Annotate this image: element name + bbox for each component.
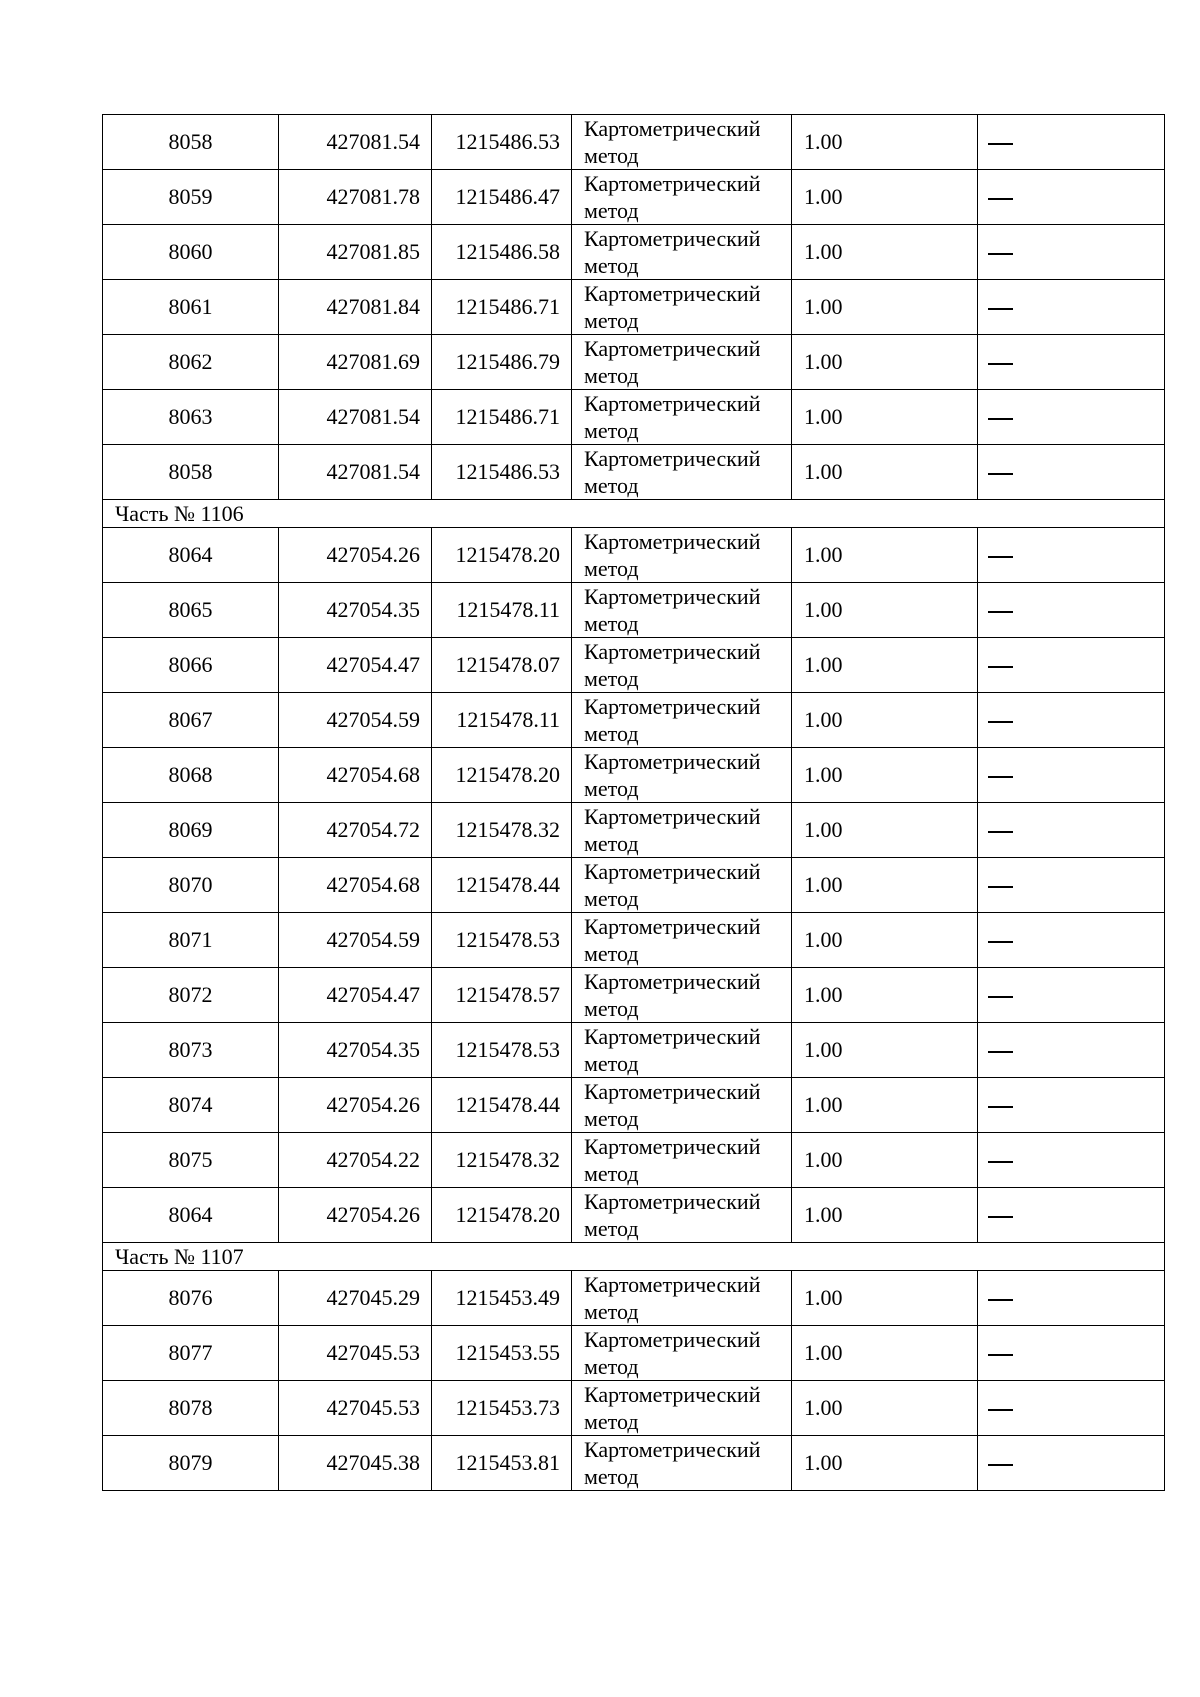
coord-x-cell: 427045.53 (279, 1381, 432, 1436)
accuracy-cell: 1.00 (792, 335, 978, 390)
point-number-cell: 8066 (103, 638, 279, 693)
coord-x-cell: 427054.26 (279, 1078, 432, 1133)
table-row (103, 225, 1165, 280)
table-row (103, 748, 1165, 803)
description-cell (978, 225, 1165, 280)
accuracy-cell: 1.00 (792, 803, 978, 858)
accuracy-cell: 1.00 (792, 1436, 978, 1491)
coord-y-cell: 1215478.20 (432, 528, 572, 583)
accuracy-cell: 1.00 (792, 858, 978, 913)
coord-y-cell: 1215478.44 (432, 858, 572, 913)
description-cell (978, 583, 1165, 638)
method-cell: Картометрический метод (572, 1326, 792, 1381)
point-number-cell: 8058 (103, 115, 279, 170)
point-number-cell: 8078 (103, 1381, 279, 1436)
description-cell (978, 1133, 1165, 1188)
accuracy-cell: 1.00 (792, 225, 978, 280)
coord-y-cell: 1215486.47 (432, 170, 572, 225)
point-number-cell: 8069 (103, 803, 279, 858)
accuracy-cell: 1.00 (792, 170, 978, 225)
coord-x-cell: 427045.53 (279, 1326, 432, 1381)
point-number-cell: 8077 (103, 1326, 279, 1381)
method-cell: Картометрический метод (572, 748, 792, 803)
table-row (103, 390, 1165, 445)
em-dash-icon (988, 1409, 1013, 1411)
description-cell (978, 693, 1165, 748)
method-cell: Картометрический метод (572, 803, 792, 858)
coord-x-cell: 427081.69 (279, 335, 432, 390)
table-row (103, 445, 1165, 500)
em-dash-icon (988, 886, 1013, 888)
method-cell: Картометрический метод (572, 445, 792, 500)
point-number-cell: 8070 (103, 858, 279, 913)
em-dash-icon (988, 308, 1013, 310)
coord-x-cell: 427081.85 (279, 225, 432, 280)
point-number-cell: 8072 (103, 968, 279, 1023)
accuracy-cell: 1.00 (792, 638, 978, 693)
point-number-cell: 8064 (103, 1188, 279, 1243)
em-dash-icon (988, 611, 1013, 613)
accuracy-cell: 1.00 (792, 693, 978, 748)
em-dash-icon (988, 831, 1013, 833)
coord-x-cell: 427054.72 (279, 803, 432, 858)
description-cell (978, 335, 1165, 390)
point-number-cell: 8061 (103, 280, 279, 335)
accuracy-cell: 1.00 (792, 1133, 978, 1188)
em-dash-icon (988, 198, 1013, 200)
coord-y-cell: 1215478.32 (432, 803, 572, 858)
point-number-cell: 8062 (103, 335, 279, 390)
accuracy-cell: 1.00 (792, 528, 978, 583)
coordinates-table (102, 114, 1165, 1491)
description-cell (978, 1078, 1165, 1133)
coord-x-cell: 427054.26 (279, 1188, 432, 1243)
method-cell: Картометрический метод (572, 858, 792, 913)
em-dash-icon (988, 473, 1013, 475)
method-cell: Картометрический метод (572, 693, 792, 748)
coord-y-cell: 1215486.58 (432, 225, 572, 280)
method-cell: Картометрический метод (572, 1188, 792, 1243)
description-cell (978, 280, 1165, 335)
coord-y-cell: 1215478.11 (432, 693, 572, 748)
point-number-cell: 8073 (103, 1023, 279, 1078)
em-dash-icon (988, 1051, 1013, 1053)
coord-x-cell: 427081.54 (279, 390, 432, 445)
em-dash-icon (988, 941, 1013, 943)
coord-x-cell: 427045.29 (279, 1271, 432, 1326)
coord-y-cell: 1215478.53 (432, 913, 572, 968)
point-number-cell: 8059 (103, 170, 279, 225)
em-dash-icon (988, 1216, 1013, 1218)
point-number-cell: 8064 (103, 528, 279, 583)
description-cell (978, 445, 1165, 500)
accuracy-cell: 1.00 (792, 445, 978, 500)
accuracy-cell: 1.00 (792, 115, 978, 170)
description-cell (978, 1436, 1165, 1491)
coord-y-cell: 1215478.53 (432, 1023, 572, 1078)
accuracy-cell: 1.00 (792, 1023, 978, 1078)
table-row (103, 803, 1165, 858)
description-cell (978, 1271, 1165, 1326)
method-cell: Картометрический метод (572, 335, 792, 390)
coord-y-cell: 1215453.73 (432, 1381, 572, 1436)
point-number-cell: 8067 (103, 693, 279, 748)
accuracy-cell: 1.00 (792, 1326, 978, 1381)
table-row (103, 280, 1165, 335)
coord-x-cell: 427081.54 (279, 115, 432, 170)
em-dash-icon (988, 721, 1013, 723)
method-cell: Картометрический метод (572, 1436, 792, 1491)
em-dash-icon (988, 556, 1013, 558)
em-dash-icon (988, 666, 1013, 668)
coord-y-cell: 1215478.07 (432, 638, 572, 693)
table-row (103, 335, 1165, 390)
method-cell: Картометрический метод (572, 968, 792, 1023)
coord-x-cell: 427054.59 (279, 913, 432, 968)
point-number-cell: 8063 (103, 390, 279, 445)
coord-x-cell: 427054.47 (279, 638, 432, 693)
accuracy-cell: 1.00 (792, 968, 978, 1023)
part-header-row (103, 500, 1165, 528)
accuracy-cell: 1.00 (792, 913, 978, 968)
description-cell (978, 1381, 1165, 1436)
accuracy-cell: 1.00 (792, 748, 978, 803)
coord-x-cell: 427054.26 (279, 528, 432, 583)
coord-x-cell: 427045.38 (279, 1436, 432, 1491)
coord-x-cell: 427054.47 (279, 968, 432, 1023)
description-cell (978, 528, 1165, 583)
point-number-cell: 8079 (103, 1436, 279, 1491)
em-dash-icon (988, 143, 1013, 145)
em-dash-icon (988, 1106, 1013, 1108)
coord-y-cell: 1215486.53 (432, 445, 572, 500)
description-cell (978, 170, 1165, 225)
method-cell: Картометрический метод (572, 1133, 792, 1188)
point-number-cell: 8060 (103, 225, 279, 280)
accuracy-cell: 1.00 (792, 1188, 978, 1243)
accuracy-cell: 1.00 (792, 280, 978, 335)
coord-y-cell: 1215453.49 (432, 1271, 572, 1326)
accuracy-cell: 1.00 (792, 1381, 978, 1436)
coord-x-cell: 427054.35 (279, 1023, 432, 1078)
coord-x-cell: 427054.59 (279, 693, 432, 748)
accuracy-cell: 1.00 (792, 1078, 978, 1133)
accuracy-cell: 1.00 (792, 1271, 978, 1326)
point-number-cell: 8074 (103, 1078, 279, 1133)
coord-y-cell: 1215478.20 (432, 1188, 572, 1243)
coord-x-cell: 427054.68 (279, 858, 432, 913)
point-number-cell: 8075 (103, 1133, 279, 1188)
part-label: Часть № 1107 (103, 1243, 1165, 1271)
table-row (103, 1133, 1165, 1188)
method-cell: Картометрический метод (572, 1381, 792, 1436)
coord-y-cell: 1215486.53 (432, 115, 572, 170)
description-cell (978, 968, 1165, 1023)
accuracy-cell: 1.00 (792, 583, 978, 638)
table-row (103, 528, 1165, 583)
method-cell: Картометрический метод (572, 1023, 792, 1078)
description-cell (978, 1326, 1165, 1381)
description-cell (978, 858, 1165, 913)
method-cell: Картометрический метод (572, 280, 792, 335)
table-row (103, 913, 1165, 968)
em-dash-icon (988, 1161, 1013, 1163)
table-row (103, 1078, 1165, 1133)
method-cell: Картометрический метод (572, 225, 792, 280)
coord-x-cell: 427081.78 (279, 170, 432, 225)
coord-x-cell: 427081.54 (279, 445, 432, 500)
table-row (103, 638, 1165, 693)
coord-y-cell: 1215478.44 (432, 1078, 572, 1133)
em-dash-icon (988, 1464, 1013, 1466)
part-label: Часть № 1106 (103, 500, 1165, 528)
coordinates-table-body (103, 115, 1165, 1491)
coord-y-cell: 1215453.81 (432, 1436, 572, 1491)
method-cell: Картометрический метод (572, 390, 792, 445)
method-cell: Картометрический метод (572, 1078, 792, 1133)
point-number-cell: 8076 (103, 1271, 279, 1326)
coord-x-cell: 427081.84 (279, 280, 432, 335)
part-header-row (103, 1243, 1165, 1271)
method-cell: Картометрический метод (572, 638, 792, 693)
table-row (103, 1436, 1165, 1491)
table-row (103, 1188, 1165, 1243)
description-cell (978, 803, 1165, 858)
table-row (103, 583, 1165, 638)
coord-x-cell: 427054.22 (279, 1133, 432, 1188)
coord-y-cell: 1215478.57 (432, 968, 572, 1023)
coord-y-cell: 1215486.71 (432, 280, 572, 335)
description-cell (978, 913, 1165, 968)
em-dash-icon (988, 418, 1013, 420)
em-dash-icon (988, 996, 1013, 998)
coord-y-cell: 1215486.71 (432, 390, 572, 445)
point-number-cell: 8071 (103, 913, 279, 968)
method-cell: Картометрический метод (572, 115, 792, 170)
method-cell: Картометрический метод (572, 528, 792, 583)
em-dash-icon (988, 776, 1013, 778)
table-row (103, 968, 1165, 1023)
point-number-cell: 8068 (103, 748, 279, 803)
table-row (103, 170, 1165, 225)
table-row (103, 693, 1165, 748)
coord-x-cell: 427054.35 (279, 583, 432, 638)
description-cell (978, 1023, 1165, 1078)
description-cell (978, 115, 1165, 170)
table-row (103, 115, 1165, 170)
em-dash-icon (988, 1299, 1013, 1301)
description-cell (978, 638, 1165, 693)
accuracy-cell: 1.00 (792, 390, 978, 445)
em-dash-icon (988, 253, 1013, 255)
table-row (103, 1326, 1165, 1381)
method-cell: Картометрический метод (572, 1271, 792, 1326)
em-dash-icon (988, 363, 1013, 365)
coord-y-cell: 1215453.55 (432, 1326, 572, 1381)
description-cell (978, 1188, 1165, 1243)
table-row (103, 858, 1165, 913)
coord-x-cell: 427054.68 (279, 748, 432, 803)
description-cell (978, 390, 1165, 445)
method-cell: Картометрический метод (572, 170, 792, 225)
method-cell: Картометрический метод (572, 913, 792, 968)
em-dash-icon (988, 1354, 1013, 1356)
coord-y-cell: 1215478.20 (432, 748, 572, 803)
coord-y-cell: 1215478.11 (432, 583, 572, 638)
table-row (103, 1023, 1165, 1078)
coord-y-cell: 1215478.32 (432, 1133, 572, 1188)
point-number-cell: 8065 (103, 583, 279, 638)
point-number-cell: 8058 (103, 445, 279, 500)
table-row (103, 1271, 1165, 1326)
method-cell: Картометрический метод (572, 583, 792, 638)
coord-y-cell: 1215486.79 (432, 335, 572, 390)
description-cell (978, 748, 1165, 803)
table-row (103, 1381, 1165, 1436)
